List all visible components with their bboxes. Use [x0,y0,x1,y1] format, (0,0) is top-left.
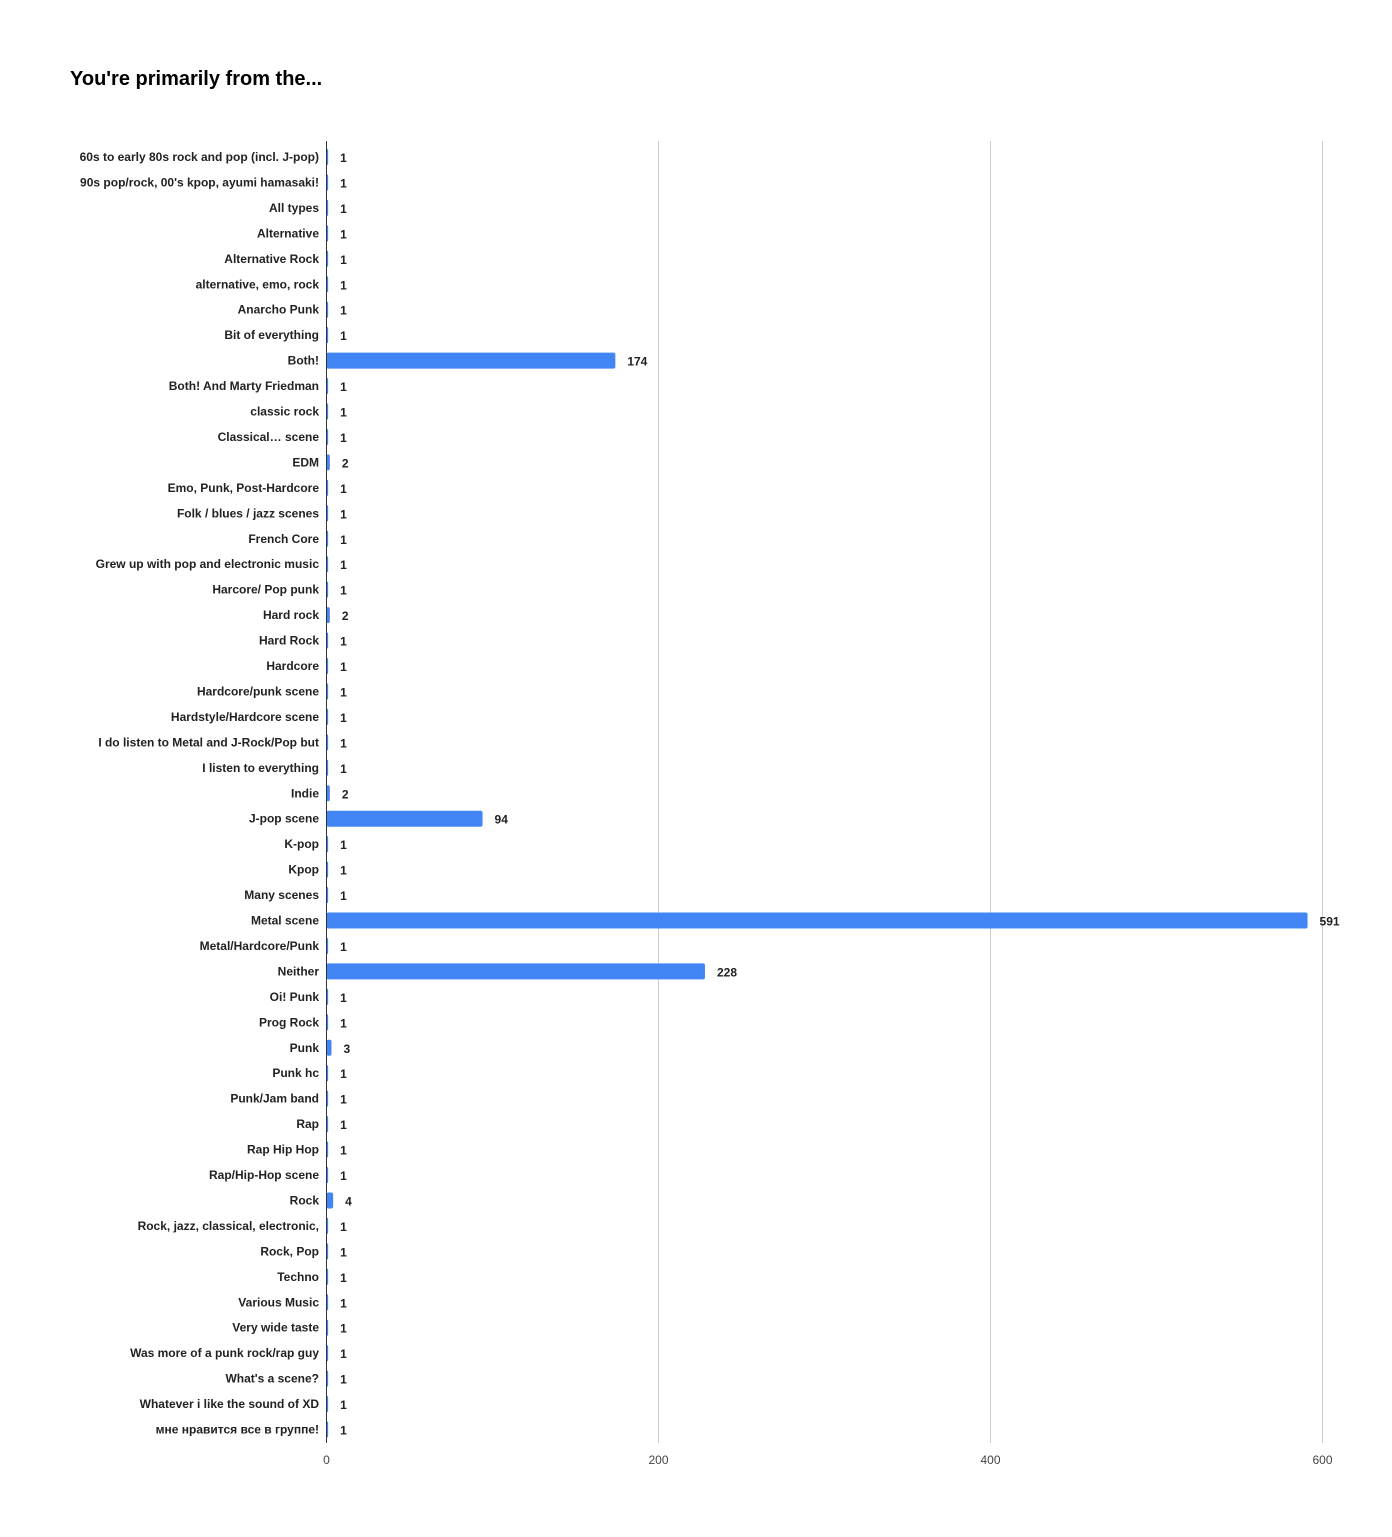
category-label-7: Bit of everything [224,328,319,343]
category-label-5: alternative, emo, rock [195,277,319,292]
bar-26 [327,811,483,827]
category-label-32: Neither [277,964,319,979]
x-tick-label-2: 400 [980,1453,1001,1467]
bar-30 [327,913,1308,929]
value-label-12: 2 [341,456,349,471]
category-label-28: Kpop [288,862,319,877]
category-label-1: 90s pop/rock, 00's kpop, ayumi hamasaki! [80,175,319,190]
value-label-35: 3 [343,1041,351,1056]
value-label-23: 1 [340,736,347,751]
value-label-11: 1 [340,430,347,445]
category-label-30: Metal scene [250,913,319,928]
value-label-41: 4 [345,1194,352,1209]
value-label-49: 1 [340,1398,347,1413]
value-label-37: 1 [340,1092,347,1107]
category-label-48: What's a scene? [225,1371,319,1386]
category-label-27: K-pop [284,837,319,852]
category-label-23: I do listen to Metal and J-Rock/Pop but [98,735,319,750]
value-label-28: 1 [340,863,347,878]
value-label-5: 1 [340,278,347,293]
category-label-41: Rock [289,1193,319,1208]
bar-35 [327,1040,332,1056]
value-label-4: 1 [340,252,347,267]
value-label-8: 174 [627,354,648,369]
value-label-36: 1 [340,1067,347,1082]
category-label-45: Various Music [238,1295,319,1310]
category-label-34: Prog Rock [258,1015,319,1030]
chart-title: You're primarily from the... [70,68,323,90]
value-label-27: 1 [340,838,347,853]
category-label-24: I listen to everything [202,760,319,775]
value-label-21: 1 [340,685,347,700]
value-label-13: 1 [340,481,347,496]
value-label-2: 1 [340,201,347,216]
category-label-19: Hard Rock [258,633,319,648]
category-label-39: Rap Hip Hop [247,1142,319,1157]
value-label-33: 1 [340,990,347,1005]
category-label-2: All types [268,200,319,215]
value-label-1: 1 [340,176,347,191]
bar-41 [327,1192,334,1208]
category-label-8: Both! [287,353,319,368]
bar-32 [327,963,705,979]
category-label-10: classic rock [250,404,319,419]
value-label-9: 1 [340,380,347,395]
value-label-17: 1 [340,583,347,598]
value-label-7: 1 [340,329,347,344]
value-label-46: 1 [340,1321,347,1336]
category-label-15: French Core [248,531,319,546]
category-label-33: Oi! Punk [269,989,319,1004]
category-label-21: Hardcore/punk scene [196,684,319,699]
value-label-10: 1 [340,405,347,420]
category-label-3: Alternative [256,226,319,241]
category-label-46: Very wide taste [232,1320,319,1335]
category-label-13: Emo, Punk, Post-Hardcore [167,480,319,495]
category-label-4: Alternative Rock [224,251,319,266]
value-label-6: 1 [340,303,347,318]
value-label-29: 1 [340,889,347,904]
value-label-16: 1 [340,558,347,573]
category-label-14: Folk / blues / jazz scenes [176,506,319,521]
value-label-30: 591 [1319,914,1340,929]
category-label-11: Classical… scene [217,429,319,444]
category-label-22: Hardstyle/Hardcore scene [170,709,319,724]
value-label-3: 1 [340,227,347,242]
category-label-9: Both! And Marty Friedman [168,379,319,394]
value-label-43: 1 [340,1245,347,1260]
category-label-16: Grew up with pop and electronic music [95,557,319,572]
value-label-48: 1 [340,1372,347,1387]
category-label-12: EDM [292,455,319,470]
category-label-17: Harcore/ Pop punk [212,582,319,597]
value-label-25: 2 [341,787,349,802]
value-label-47: 1 [340,1347,347,1362]
category-label-6: Anarcho Punk [237,302,319,317]
value-label-19: 1 [340,634,347,649]
value-label-42: 1 [340,1219,347,1234]
value-label-44: 1 [340,1270,347,1285]
category-label-49: Whatever i like the sound of XD [139,1397,319,1412]
category-label-20: Hardcore [266,659,319,673]
value-label-45: 1 [340,1296,347,1311]
value-label-14: 1 [340,507,347,522]
category-label-37: Punk/Jam band [230,1091,319,1106]
category-label-0: 60s to early 80s rock and pop (incl. J-pop) [79,150,319,164]
value-label-40: 1 [340,1169,347,1183]
value-label-0: 1 [340,151,347,165]
category-label-25: Indie [290,786,319,801]
category-label-38: Rap [296,1117,319,1132]
value-label-32: 228 [716,965,738,980]
category-label-31: Metal/Hardcore/Punk [199,938,319,953]
x-tick-label-3: 600 [1312,1453,1333,1467]
category-label-26: J-pop scene [248,811,319,826]
value-label-34: 1 [340,1016,347,1031]
category-label-42: Rock, jazz, classical, electronic, [137,1218,319,1233]
bar-8 [327,353,616,369]
category-label-36: Punk hc [272,1066,319,1081]
value-label-38: 1 [340,1118,347,1133]
category-label-47: Was more of a punk rock/rap guy [130,1346,319,1361]
category-label-50: мне нравится все в группе! [155,1422,319,1437]
x-tick-label-1: 200 [648,1453,669,1467]
value-label-50: 1 [340,1423,347,1438]
category-label-18: Hard rock [262,608,319,623]
value-label-15: 1 [340,532,347,547]
value-label-22: 1 [340,710,347,725]
value-label-18: 2 [341,609,349,624]
category-label-29: Many scenes [244,888,319,903]
category-label-35: Punk [289,1040,319,1055]
category-label-43: Rock, Pop [260,1244,319,1259]
category-label-44: Techno [277,1269,319,1284]
value-label-24: 1 [340,761,347,776]
value-label-39: 1 [340,1143,347,1158]
category-label-40: Rap/Hip-Hop scene [208,1168,319,1182]
x-tick-label-0: 0 [323,1453,330,1467]
value-label-20: 1 [340,660,347,674]
value-label-31: 1 [340,939,347,954]
value-label-26: 94 [494,812,508,827]
